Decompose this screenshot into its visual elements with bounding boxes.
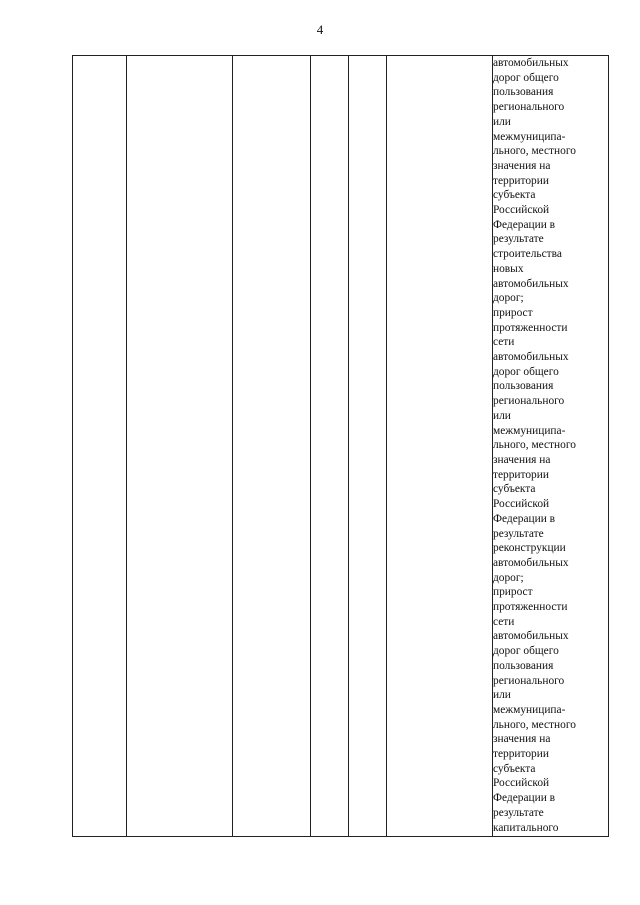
cell-text-line: протяженности [493,321,568,334]
table-cell-col-2 [127,56,233,837]
cell-text-line: Федерации в [493,792,556,805]
cell-text-line: или [493,409,511,422]
table-cell-col-3 [233,56,311,837]
cell-text-line: протяженности [493,601,568,614]
cell-text-line: или [493,689,511,702]
cell-text-line: значения на [493,733,551,746]
cell-text-block [493,56,608,835]
table-row [73,56,609,837]
cell-text-line: дорог; [493,571,524,584]
cell-text-line: дорог общего [493,365,559,378]
table-cell-col-1 [73,56,127,837]
cell-text-line: льного, местного [493,718,576,731]
page-number: 4 [316,22,324,37]
cell-text-line: пользования [493,380,554,393]
cell-text-line: сети [493,615,515,628]
cell-text-line: территории [493,468,549,481]
cell-text-line: прирост [493,586,533,599]
cell-text-line: автомобильных [493,556,569,569]
cell-text-line: дорог общего [493,71,559,84]
cell-text-line: дорог; [493,292,524,305]
cell-text-line: значения на [493,453,551,466]
table-cell-col-5 [349,56,387,837]
cell-text-line: Российской [493,498,550,511]
cell-text-line: территории [493,748,549,761]
cell-text-line: сети [493,336,515,349]
cell-text-line: автомобильных [493,351,569,364]
cell-text-line: субъекта [493,762,536,775]
cell-text-line: реконструкции [493,542,566,555]
cell-text-line: регионального [493,101,565,114]
table-cell-col-7 [493,56,609,837]
cell-text-line: Российской [493,777,550,790]
cell-text-line: субъекта [493,189,536,202]
cell-text-line: новых [493,262,524,275]
table-cell-col-6 [387,56,493,837]
cell-text-line: льного, местного [493,439,576,452]
cell-text-line: значения на [493,159,551,172]
cell-text-line: льного, местного [493,145,576,158]
cell-text-line: дорог общего [493,645,559,658]
cell-text-line: регионального [493,674,565,687]
cell-text-line: субъекта [493,483,536,496]
cell-text-line: пользования [493,86,554,99]
cell-text-line: результате [493,527,544,540]
cell-text-line: или [493,115,511,128]
cell-text-line: территории [493,174,549,187]
cell-text-line: капитального [493,821,559,834]
cell-text-line: регионального [493,395,565,408]
cell-text-line: прирост [493,306,533,319]
cell-text-line: межмуниципа- [493,130,566,143]
cell-text-line: пользования [493,659,554,672]
cell-text-line: Федерации в [493,218,556,231]
cell-text-line: результате [493,806,544,819]
table-cell-col-4 [311,56,349,837]
cell-text-line: межмуниципа- [493,424,566,437]
cell-text-line: Российской [493,204,550,217]
cell-text-line: результате [493,233,544,246]
cell-text-line: автомобильных [493,277,569,290]
cell-text-line: межмуниципа- [493,703,566,716]
cell-text-line: автомобильных [493,57,569,69]
cell-text-line: Федерации в [493,512,556,525]
cell-text-line: строительства [493,248,562,261]
cell-text-line: автомобильных [493,630,569,643]
document-table [72,55,609,837]
